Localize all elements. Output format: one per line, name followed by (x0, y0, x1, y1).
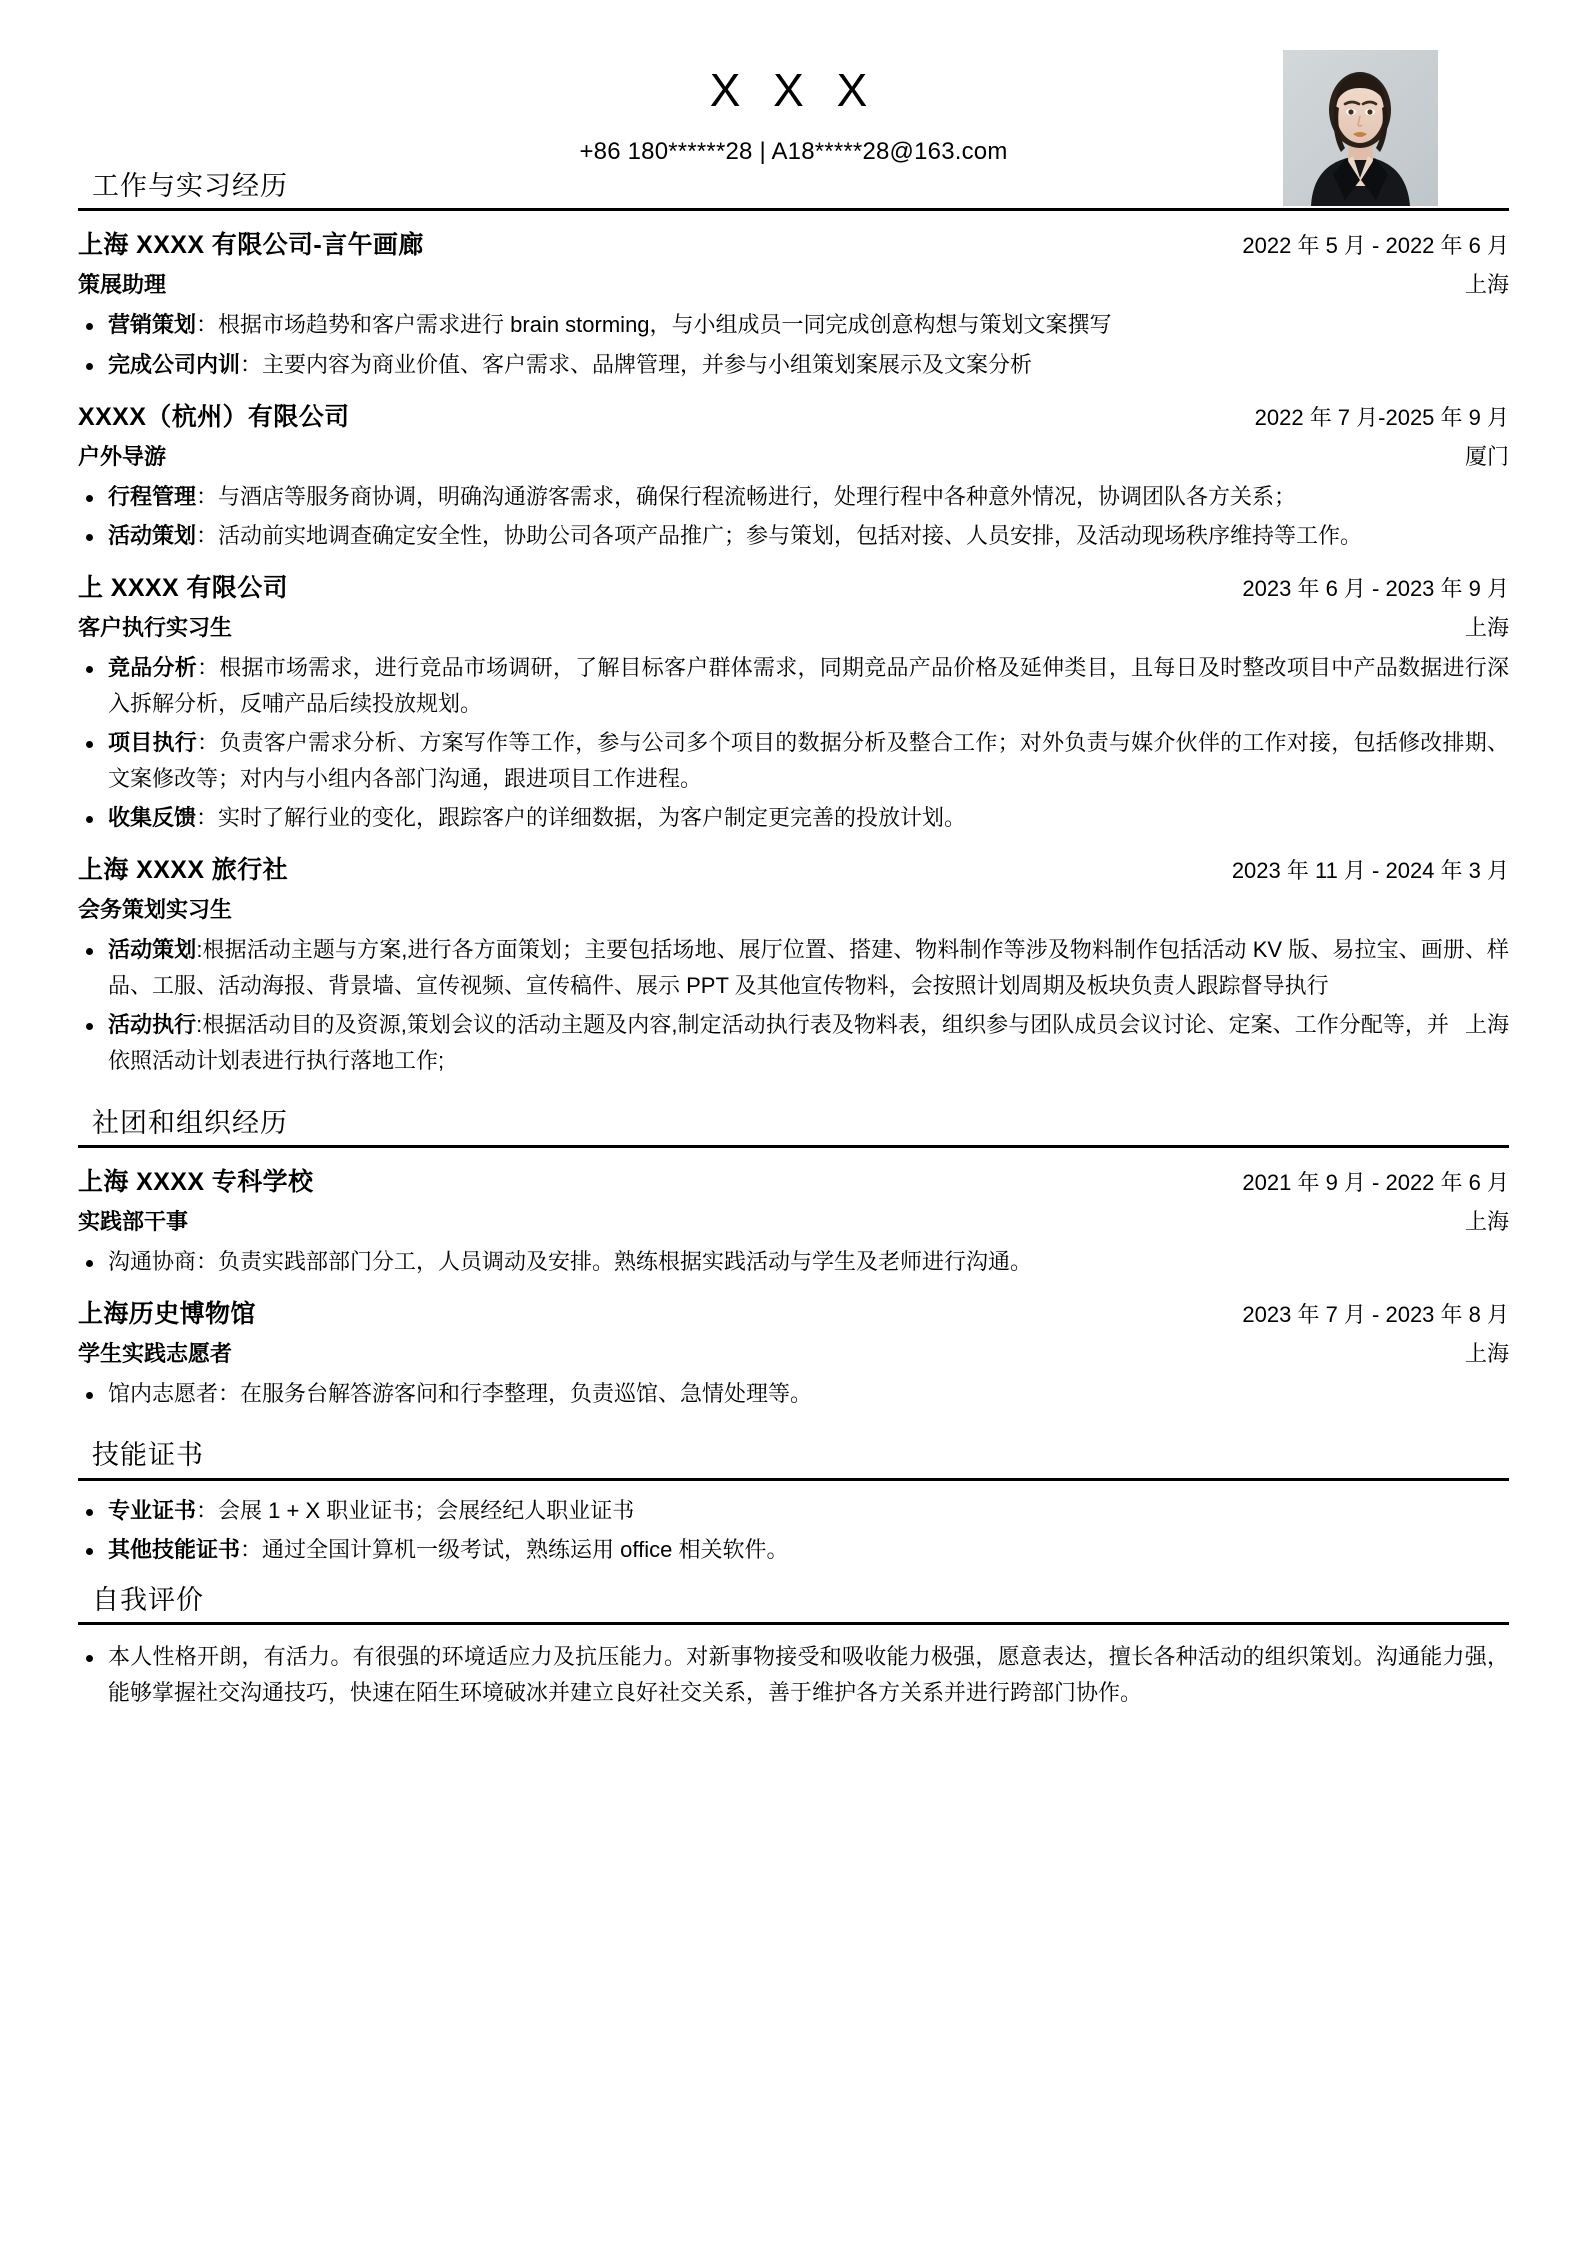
org-entry-header (78, 1162, 1509, 1198)
section-work-experience (0, 170, 1587, 1079)
work-entry-header (78, 397, 1509, 433)
bullet-text: 馆内志愿者：在服务台解答游客问和行李整理，负责巡馆、急情处理等。 (108, 1380, 813, 1406)
organization-name: 上海 XXXX 旅行社 (78, 856, 288, 885)
work-entry-subheader (78, 440, 1509, 471)
work-entry-subheader (78, 893, 1509, 924)
work-entry-subheader (78, 611, 1509, 642)
bullet-text: 活动前实地调查确定安全性，协助公司各项产品推广；参与策划，包括对接、人员安排，及活动现场秩序维持等工作。 (218, 523, 1363, 549)
list-item (78, 932, 1509, 1003)
bullet-text: 根据活动主题与方案,进行各方面策划；主要包括场地、展厅位置、搭建、物料制作等涉及物料制作包括活动 KV 版、易拉宝、画册、样品、工服、活动海报、背景墙、宣传视频、宣传稿件、展示 PPT 及其他宣传物料，会按照计划周期及板块负责人跟踪督导执行 (108, 937, 1509, 998)
bullet-list (78, 1244, 1509, 1280)
list-item (78, 1376, 1509, 1412)
bullet-list (78, 1493, 1509, 1568)
bullet-label: 行程管理 (108, 483, 197, 509)
bullet-separator: ： (196, 523, 219, 549)
section-divider-self-evaluation (78, 1622, 1509, 1625)
bullet-text: 实时了解行业的变化，跟踪客户的详细数据，为客户制定更完善的投放计划。 (218, 805, 967, 831)
org-entry (78, 1294, 1509, 1412)
job-title: 实践部干事 (78, 1208, 189, 1234)
org-entry-subheader (78, 1205, 1509, 1236)
bullet-separator: : (196, 937, 203, 963)
job-location: 上海 (1464, 272, 1509, 298)
work-entry (78, 397, 1509, 554)
work-entry-header (78, 225, 1509, 261)
bullet-text: 根据市场需求，进行竞品市场调研，了解目标客户群体需求，同期竞品产品价格及延伸类目，且每日及时整改项目中产品数据进行深入拆解分析，反哺产品后续投放规划。 (108, 654, 1509, 716)
bullet-separator: ： (196, 312, 219, 338)
section-organization-experience (0, 1107, 1587, 1412)
bullet-text: 主要内容为商业价值、客户需求、品牌管理，并参与小组策划案展示及文案分析 (262, 352, 1033, 378)
bullet-separator: ： (196, 654, 220, 680)
date-range: 2023 年 6 月 - 2023 年 9 月 (1242, 575, 1509, 601)
job-title: 学生实践志愿者 (78, 1340, 233, 1366)
bullet-text: 通过全国计算机一级考试，熟练运用 office 相关软件。 (262, 1537, 789, 1563)
bullet-label: 竞品分析 (108, 654, 197, 680)
list-item (78, 347, 1509, 383)
date-range: 2021 年 9 月 - 2022 年 6 月 (1242, 1169, 1509, 1195)
bullet-separator: : (196, 1012, 203, 1038)
spacer (0, 1415, 1587, 1439)
section-divider-skills (78, 1478, 1509, 1481)
date-range: 2023 年 11 月 - 2024 年 3 月 (1231, 858, 1509, 884)
resume-header (0, 0, 1587, 212)
organization-name: 上海历史博物馆 (78, 1299, 256, 1328)
list-item (78, 518, 1509, 554)
bullet-list (78, 1639, 1509, 1710)
bullet-text: 沟通协商：负责实践部部门分工，人员调动及安排。熟练根据实践活动与学生及老师进行沟通。 (108, 1248, 1033, 1274)
organization-name: 上海 XXXX 专科学校 (78, 1167, 314, 1196)
work-entry (78, 568, 1509, 836)
job-title: 客户执行实习生 (78, 614, 233, 640)
job-title: 户外导游 (78, 443, 167, 469)
date-range: 2023 年 7 月 - 2023 年 8 月 (1242, 1301, 1509, 1327)
bullet-label: 活动执行 (108, 1012, 197, 1038)
bullet-label: 收集反馈 (108, 805, 197, 831)
job-title: 会务策划实习生 (78, 897, 233, 923)
section-self-evaluation (0, 1584, 1587, 1711)
bullet-text: 负责客户需求分析、方案写作等工作，参与公司多个项目的数据分析及整合工作；对外负责与媒介伙伴的工作对接，包括修改排期、文案修改等；对内与小组内各部门沟通，跟进项目工作进程。 (108, 730, 1509, 791)
list-item (78, 1532, 1509, 1568)
section-divider-organization (78, 1145, 1509, 1148)
org-entry (78, 1162, 1509, 1280)
bullet-list (78, 932, 1509, 1079)
org-entry-header (78, 1294, 1509, 1330)
list-item (78, 1639, 1509, 1710)
list-item (78, 800, 1509, 836)
org-entry-subheader (78, 1337, 1509, 1368)
work-entry-header (78, 850, 1509, 886)
bullet-label: 营销策划 (108, 312, 197, 338)
section-title-organization: 社团和组织经历 (92, 1107, 288, 1138)
bullet-text: 本人性格开朗，有活力。有很强的环境适应力及抗压能力。对新事物接受和吸收能力极强，愿意表达，擅长各种活动的组织策划。沟通能力强，能够掌握社交沟通技巧，快速在陌生环境破冰并建立良好社交关系，善于维护各方关系并进行跨部门协作。 (108, 1644, 1509, 1705)
organization-name: 上海 XXXX 有限公司-言午画廊 (78, 231, 424, 260)
list-item (78, 1244, 1509, 1280)
list-item (78, 479, 1509, 515)
candidate-name: X X X (709, 64, 878, 116)
section-title-work: 工作与实习经历 (92, 171, 288, 201)
bullet-label: 活动策划 (108, 523, 197, 549)
date-range: 2022 年 7 月-2025 年 9 月 (1254, 404, 1509, 430)
bullet-list (78, 307, 1509, 382)
bullet-list (78, 1376, 1509, 1412)
job-location: 厦门 (1464, 443, 1509, 469)
work-entry (78, 850, 1509, 1079)
job-location: 上海 (1464, 1340, 1509, 1366)
work-entry-subheader (78, 268, 1509, 299)
bullet-label: 其他技能证书 (108, 1537, 241, 1563)
list-item (78, 725, 1509, 796)
spacer (0, 1083, 1587, 1107)
list-item (78, 307, 1509, 343)
bullet-text: 根据活动目的及资源,策划会议的活动主题及内容,制定活动执行表及物料表，组织参与团队成员会议讨论、定案、工作分配等，并依照活动计划表进行执行落地工作; (108, 1012, 1449, 1073)
candidate-contact-line: +86 180******28 | A18*****28@163.com (579, 138, 1008, 166)
bullet-label: 活动策划 (108, 937, 197, 963)
job-location: 上海 (1464, 1208, 1509, 1234)
bullet-list (78, 650, 1509, 836)
bullet-label: 专业证书 (108, 1497, 197, 1523)
bullet-label: 完成公司内训 (108, 352, 241, 378)
list-item (78, 1007, 1509, 1078)
bullet-separator: ： (196, 730, 220, 756)
organization-name: 上 XXXX 有限公司 (78, 573, 288, 602)
job-location: 上海 (1464, 614, 1509, 640)
section-title-self-evaluation: 自我评价 (92, 1584, 204, 1615)
list-item (78, 650, 1509, 721)
profile-photo (1283, 50, 1438, 206)
organization-name: XXXX（杭州）有限公司 (78, 402, 350, 431)
bullet-separator: ： (240, 352, 263, 378)
bullet-separator: ： (240, 1537, 263, 1563)
spacer (0, 1572, 1587, 1584)
date-range: 2022 年 5 月 - 2022 年 6 月 (1242, 233, 1509, 259)
bullet-label: 项目执行 (108, 730, 197, 756)
section-skills-certificates (0, 1439, 1587, 1568)
bullet-separator: ： (196, 805, 219, 831)
bullet-separator: ： (196, 483, 219, 509)
bullet-text: 根据市场趋势和客户需求进行 brain storming，与小组成员一同完成创意构想与策划文案撰写 (218, 312, 1112, 338)
bullet-text: 会展 1 + X 职业证书；会展经纪人职业证书 (218, 1497, 635, 1523)
bullet-trailing-location: 上海 (1464, 1012, 1509, 1038)
bullet-list (78, 479, 1509, 554)
job-title: 策展助理 (78, 272, 167, 298)
profile-photo-image (1283, 50, 1438, 206)
work-entry-header (78, 568, 1509, 604)
bullet-text: 与酒店等服务商协调，明确沟通游客需求，确保行程流畅进行，处理行程中各种意外情况，协调团队各方关系； (218, 483, 1297, 509)
bullet-separator: ： (196, 1497, 219, 1523)
section-title-skills: 技能证书 (92, 1440, 204, 1471)
work-entry (78, 225, 1509, 382)
list-item (78, 1493, 1509, 1529)
